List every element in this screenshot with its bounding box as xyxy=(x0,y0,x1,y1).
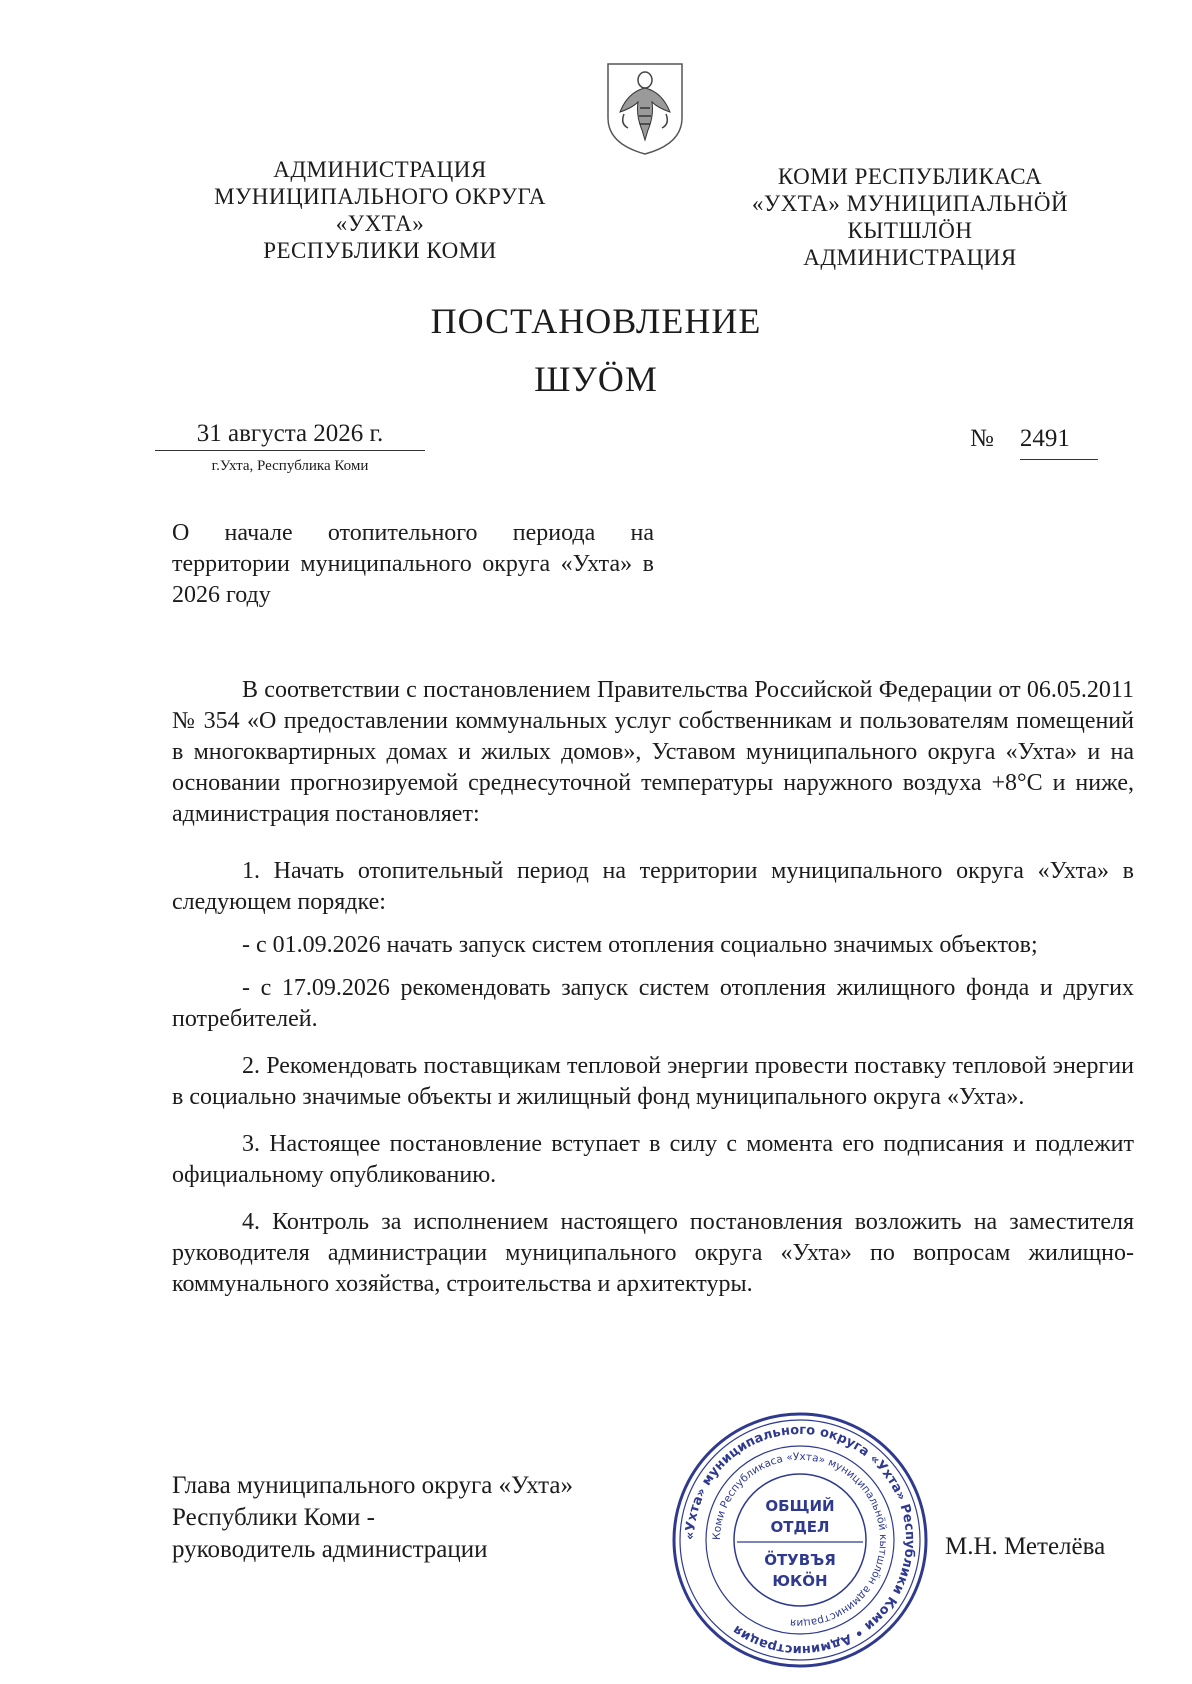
header-right-line: «УХТА» МУНИЦИПАЛЬНӦЙ xyxy=(751,191,1069,216)
signature-title-line: Республики Коми - xyxy=(172,1504,375,1531)
document-body xyxy=(172,675,1134,1316)
signatory-name: М.Н. Метелёва xyxy=(945,1533,1106,1560)
stamp-center-line: ЮКӦН xyxy=(772,1572,828,1590)
body-paragraph: - с 01.09.2026 начать запуск систем отопления социально значимых объектов; xyxy=(242,932,1038,958)
header-right-line: КЫТШЛӦН xyxy=(847,218,973,243)
document-subject: О начале отопительного периода на территории муниципального округа «Ухта» в 2026 году xyxy=(172,520,654,608)
header-left-line: АДМИНИСТРАЦИЯ xyxy=(273,157,487,182)
number-label: № xyxy=(970,425,994,452)
doc-type-komi: ШУӦМ xyxy=(534,359,658,399)
body-paragraph: В соответствии с постановлением Правительства Российской Федерации от 06.05.2011 № 354 «О предоставлении коммунальных услуг собственникам и пользователям помещений в многоквартирных домах и жилых домов», Уставом муниципального округа «Ухта» и на основании прогнозируемой среднесуточной температуры наружного воздуха +8°С и ниже, администрация постановляет: xyxy=(172,677,1134,827)
header-left xyxy=(160,156,600,264)
svg-text:Коми Республикаса «Ухта» муниц xyxy=(711,1451,889,1629)
doc-type-russian: ПОСТАНОВЛЕНИЕ xyxy=(430,301,762,341)
header-right xyxy=(690,163,1130,271)
signature-title-line: руководитель администрации xyxy=(172,1536,488,1563)
document-date: 31 августа 2026 г. xyxy=(155,420,425,451)
body-paragraph: 3. Настоящее постановление вступает в силу с момента его подписания и подлежит официальному опубликованию. xyxy=(172,1131,1134,1188)
coat-of-arms-icon xyxy=(602,58,688,158)
header-right-line: АДМИНИСТРАЦИЯ xyxy=(803,245,1017,270)
body-paragraph: - с 17.09.2026 рекомендовать запуск систем отопления жилищного фонда и других потребителей. xyxy=(172,975,1134,1032)
official-stamp xyxy=(665,1405,935,1675)
header-left-line: МУНИЦИПАЛЬНОГО ОКРУГА xyxy=(214,184,546,209)
document-place: г.Ухта, Республика Коми xyxy=(211,458,369,474)
signature-title-line: Глава муниципального округа «Ухта» xyxy=(172,1472,573,1499)
header-left-line: «УХТА» xyxy=(335,211,425,236)
document-number xyxy=(970,425,1098,460)
body-paragraph: 4. Контроль за исполнением настоящего постановления возложить на заместителя руководителя администрации муниципального округа «Ухта» по вопросам жилищно-коммунального хозяйства, строительства и архитектуры. xyxy=(172,1209,1134,1297)
stamp-center-line: ОБЩИЙ xyxy=(765,1497,835,1515)
header-right-line: КОМИ РЕСПУБЛИКАСА xyxy=(777,164,1043,189)
body-paragraph: 2. Рекомендовать поставщикам тепловой энергии провести поставку тепловой энергии в социально значимые объекты и жилищный фонд муниципального округа «Ухта». xyxy=(172,1053,1134,1110)
body-paragraph: 1. Начать отопительный период на территории муниципального округа «Ухта» в следующем порядке: xyxy=(172,858,1134,915)
stamp-center-line: ОТДЕЛ xyxy=(770,1518,830,1536)
stamp-outer-text: «Ухта» муниципального округа «Ухта» Республики Коми • Администрация xyxy=(682,1422,918,1658)
stamp-center-line: ӦТУВЪЯ xyxy=(764,1551,836,1569)
stamp-inner-text: Коми Республикаса «Ухта» муниципальнӧй кытшлӧн администрация xyxy=(710,1450,890,1630)
signature-title xyxy=(172,1470,573,1566)
header-left-line: РЕСПУБЛИКИ КОМИ xyxy=(263,238,497,263)
number-value: 2491 xyxy=(1020,425,1098,460)
